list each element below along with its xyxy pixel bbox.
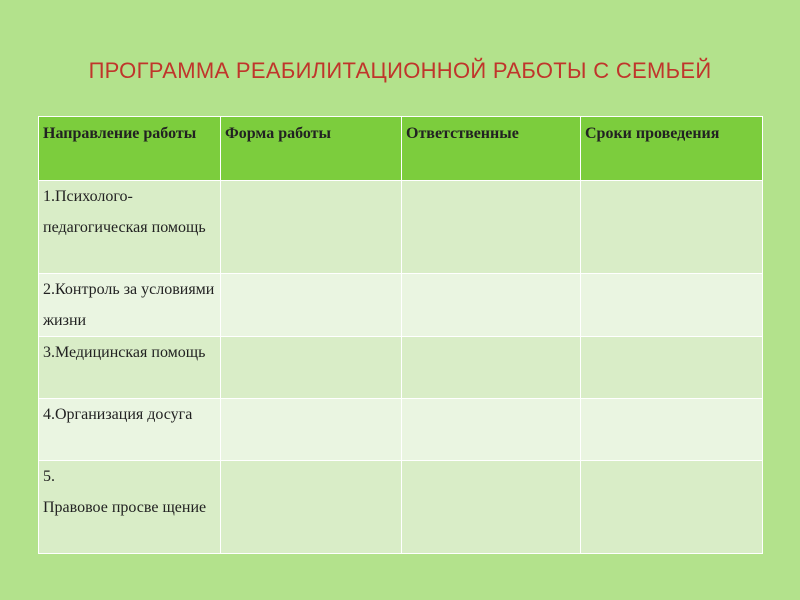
header-direction: Направление работы (39, 117, 221, 181)
cell-responsible (402, 399, 581, 461)
cell-direction: 1.Психолого-педагогическая помощь (39, 181, 221, 274)
cell-dates (581, 337, 763, 399)
cell-form (221, 181, 402, 274)
cell-direction: 3.Медицинская помощь (39, 337, 221, 399)
table-row (39, 181, 763, 274)
cell-responsible (402, 181, 581, 274)
cell-direction: 4.Организация досуга (39, 399, 221, 461)
cell-dates (581, 461, 763, 554)
table-header-row (39, 117, 763, 181)
table-row (39, 461, 763, 554)
cell-responsible (402, 274, 581, 337)
header-form: Форма работы (221, 117, 402, 181)
cell-responsible (402, 337, 581, 399)
cell-direction: 2.Контроль за условиями жизни (39, 274, 221, 337)
cell-form (221, 274, 402, 337)
rehabilitation-program-table (38, 116, 763, 554)
table-row (39, 274, 763, 337)
header-dates: Сроки проведения (581, 117, 763, 181)
cell-form (221, 337, 402, 399)
header-responsible: Ответственные (402, 117, 581, 181)
table-row (39, 399, 763, 461)
cell-dates (581, 399, 763, 461)
table-row (39, 337, 763, 399)
slide-title: ПРОГРАММА РЕАБИЛИТАЦИОННОЙ РАБОТЫ С СЕМЬЕЙ (88, 58, 712, 83)
cell-direction: 5. Правовое просве щение (39, 461, 221, 554)
cell-dates (581, 274, 763, 337)
cell-form (221, 461, 402, 554)
cell-form (221, 399, 402, 461)
cell-dates (581, 181, 763, 274)
cell-responsible (402, 461, 581, 554)
